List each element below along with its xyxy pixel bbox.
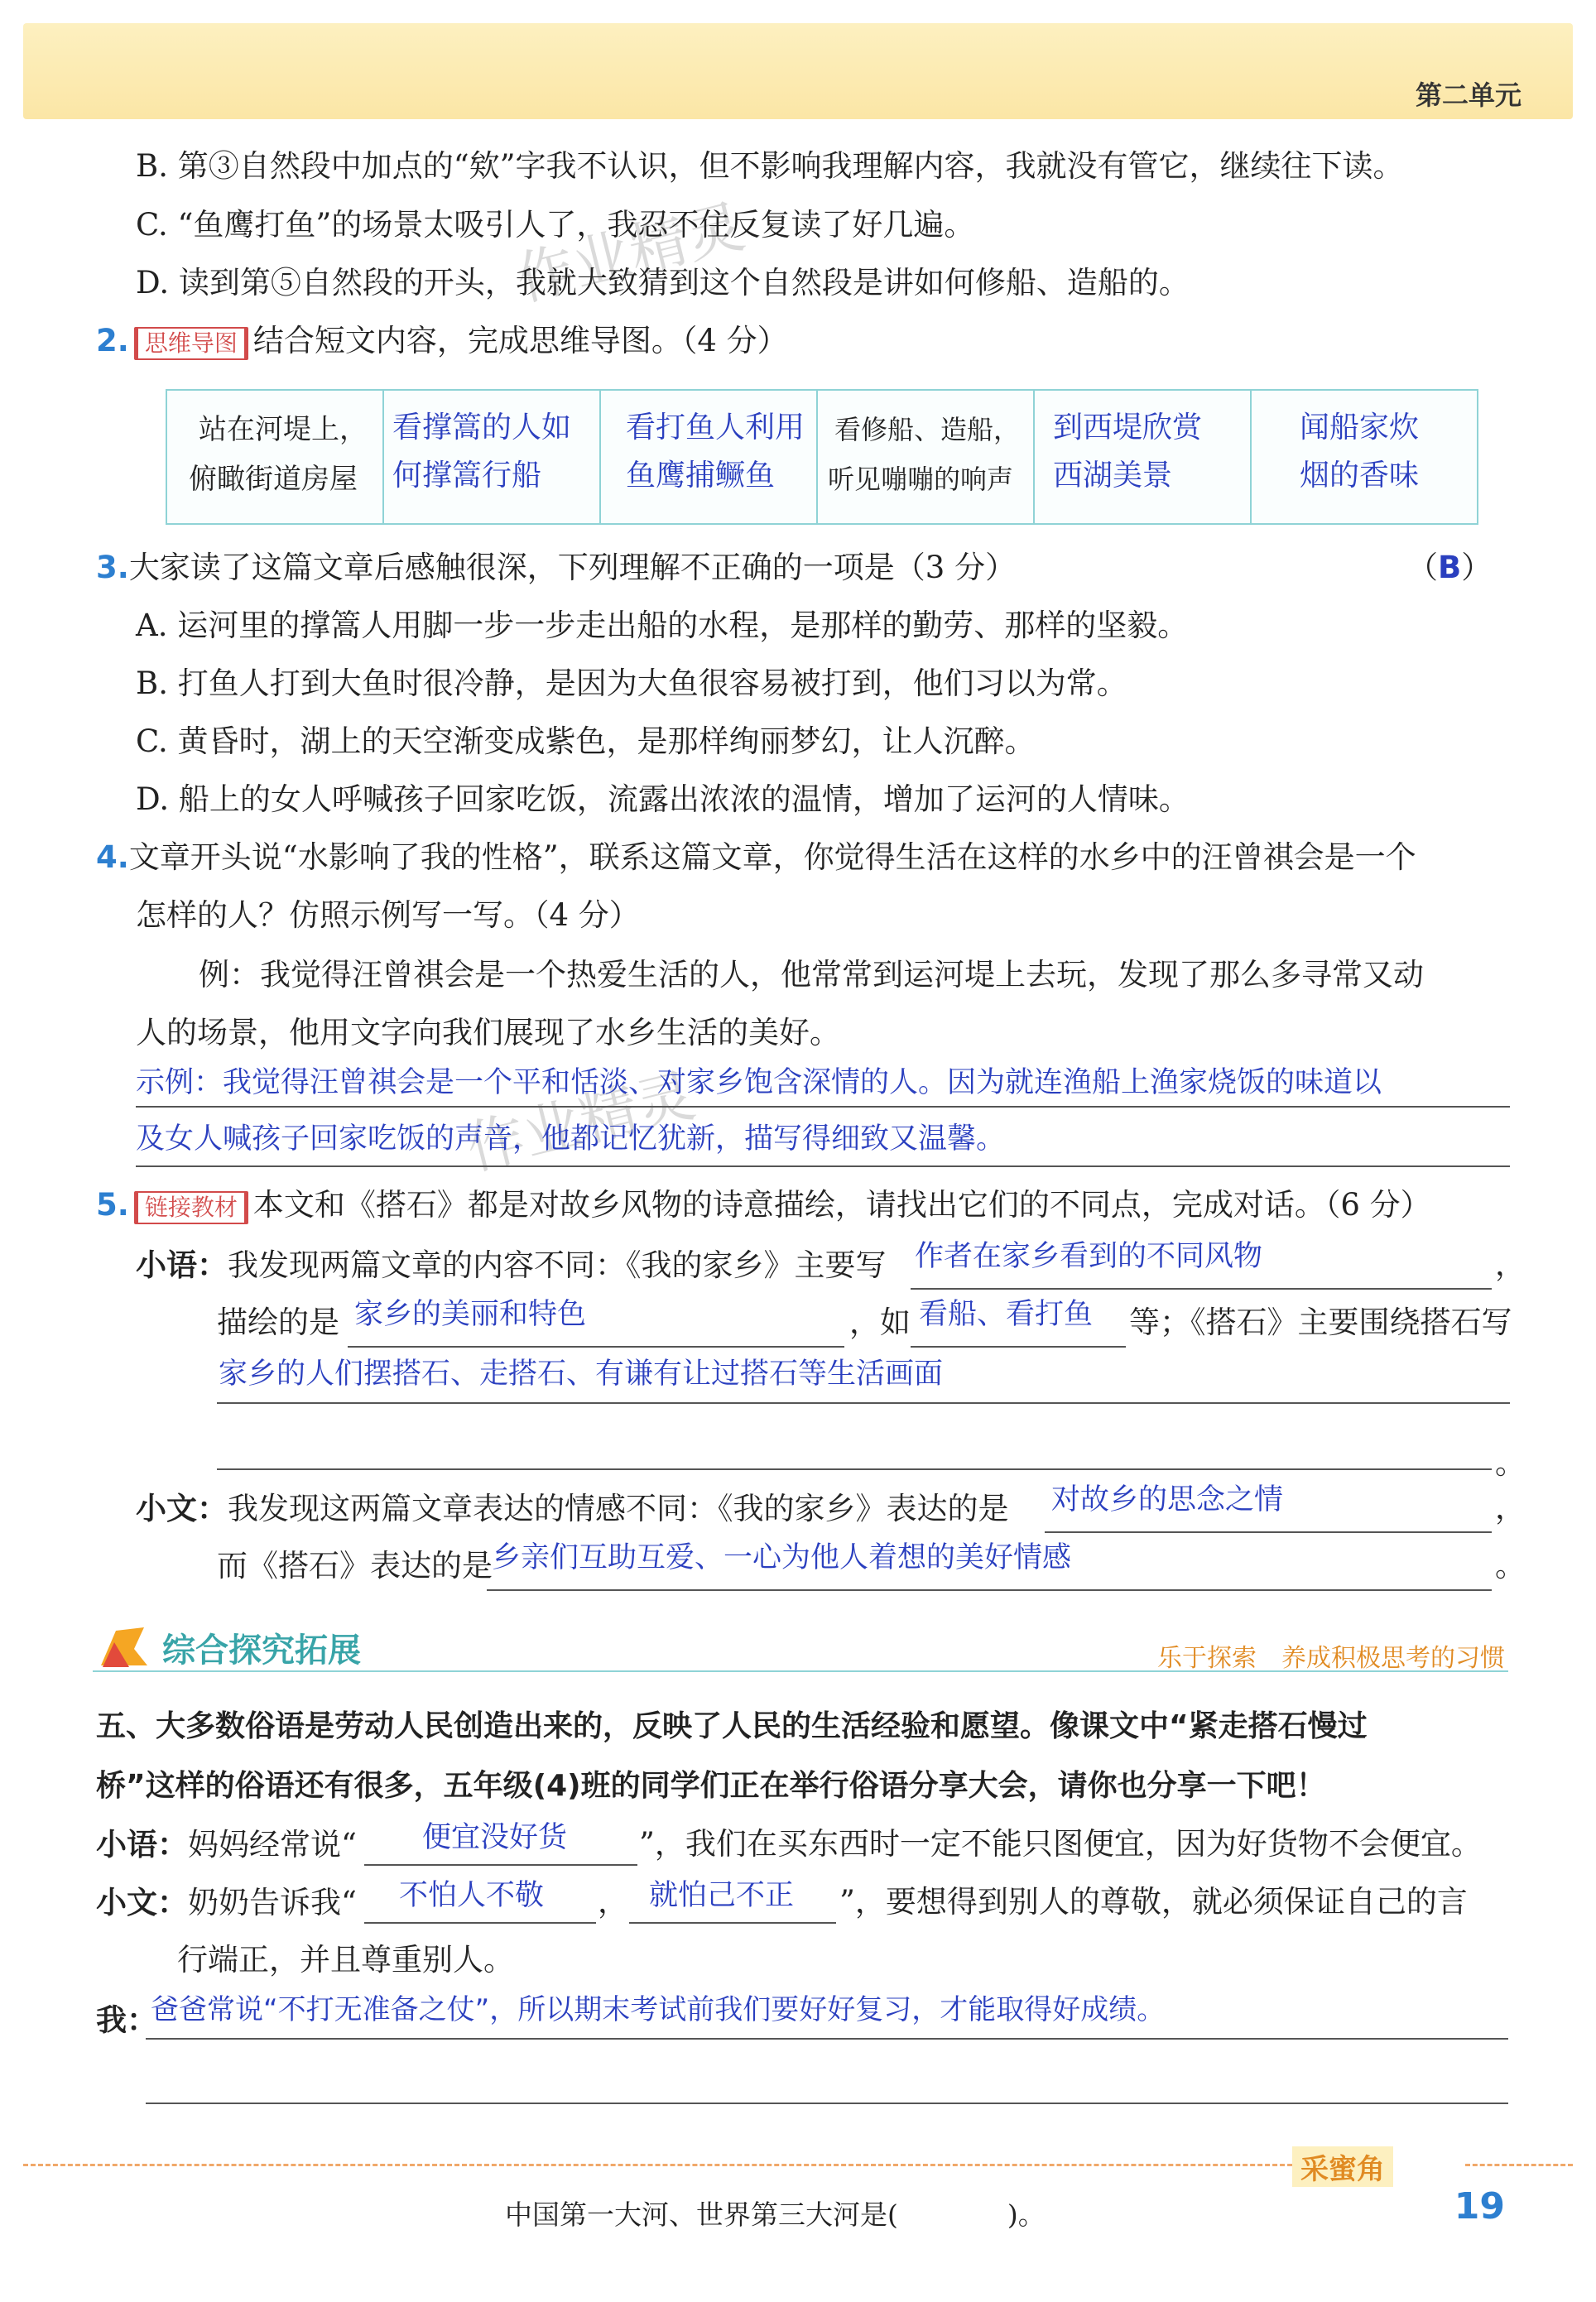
q3-question [96, 546, 1016, 589]
q4-example-2: 人的场景，他用文字向我们展现了水乡生活的美好。 [136, 1015, 840, 1050]
q6-me-answer: 爸爸常说“不打无准备之仗”，所以期末考试前我们要好好复习，才能取得好成绩。 [151, 1993, 1166, 2026]
answer-line [629, 1922, 836, 1924]
q6-xiaowen-answer-1: 不怕人不敬 [399, 1879, 545, 1912]
answer-line [217, 1468, 1492, 1470]
q2-text: 结合短文内容，完成思维导图。（4 分） [252, 323, 788, 358]
footer-brand: 采蜜角 [1292, 2146, 1393, 2187]
q1-option-d: D. 读到第⑤自然段的开头，我就大致猜到这个自然段是讲如何修船、造船的。 [136, 265, 1190, 300]
q6-xiaoyu: 小语：妈妈经常说“ [96, 1826, 357, 1862]
q4-example-1: 例：我觉得汪曾祺会是一个热爱生活的人，他常常到运河堤上去玩，发现了那么多寻常又动 [199, 957, 1424, 992]
q5-xiaowen-answer-1: 对故乡的思念之情 [1051, 1483, 1284, 1516]
answer-line [1045, 1531, 1492, 1533]
mindmap-answer-2a: 看撑篙的人如 [392, 411, 572, 445]
q5-xiaoyu-line1: 小语：我发现两篇文章的内容不同：《我的家乡》主要写 [136, 1247, 887, 1283]
q1-option-b: B. 第③自然段中加点的“欸”字我不认识，但不影响我理解内容，我就没有管它，继续往下读。 [136, 148, 1404, 184]
q5-xiaowen-answer-2: 乡亲们互助互爱、一心为他人着想的美好情感 [492, 1541, 1072, 1574]
speaker-xiaowen: 小文： [136, 1490, 228, 1526]
speaker-xiaowen: 小文： [96, 1884, 188, 1920]
unit-title: 第二单元 [1415, 79, 1521, 111]
q3-answer: B [1438, 550, 1462, 585]
q4-answer-line-2 [136, 1165, 1510, 1167]
q3-answer-paren: （B） [1407, 550, 1493, 585]
answer-line [911, 1288, 1492, 1290]
q5-xiaowen-line2: 而《搭石》表达的是 [217, 1548, 493, 1584]
mindmap-answer-6a: 闻船家炊 [1300, 411, 1420, 445]
answer-line [146, 2038, 1508, 2040]
answer-line [487, 1589, 1492, 1591]
q5-xiaoyu-line2a: 描绘的是 [217, 1305, 339, 1340]
q6-xiaowen-line2: 行端正，并且尊重别人。 [177, 1942, 514, 1978]
q4-answer-1: 示例：我觉得汪曾祺会是一个平和恬淡、对家乡饱含深情的人。因为就连渔船上渔家烧饭的味道以 [136, 1066, 1382, 1099]
q3-number: 3. [96, 550, 129, 585]
mindmap-answer-5b: 西湖美景 [1053, 459, 1173, 493]
mindmap-answer-3b: 鱼鹰捕鳜鱼 [626, 459, 776, 493]
answer-line [146, 2103, 1508, 2104]
answer-line [364, 1922, 596, 1924]
q5-xiaoyu-answer-1: 作者在家乡看到的不同风物 [915, 1240, 1263, 1273]
q4-answer-line-1 [136, 1106, 1510, 1108]
mindmap-answer-5a: 到西堤欣赏 [1053, 411, 1203, 445]
q6-xiaowen: 小文：奶奶告诉我“ [96, 1884, 357, 1920]
q3-text: 大家读了这篇文章后感触很深，下列理解不正确的一项是（3 分） [128, 550, 1017, 585]
answer-line [217, 1402, 1510, 1404]
q5-number: 5. [96, 1187, 129, 1223]
q3-option-d: D. 船上的女人呼喊孩子回家吃饭，流露出浓浓的温情，增加了运河的人情味。 [136, 781, 1190, 817]
q5-question [96, 1184, 1431, 1227]
q3-option-a: A. 运河里的撑篙人用脚一步一步走出船的水程，是那样的勤劳、那样的坚毅。 [136, 608, 1189, 643]
page-number: 19 [1454, 2185, 1505, 2228]
q5-xiaoyu-answer-2: 家乡的美丽和特色 [354, 1298, 587, 1331]
speaker-me: 我： [96, 2002, 157, 2038]
q4-question [96, 836, 1416, 879]
mindmap-text-4a: 看修船、造船， [834, 414, 1021, 445]
q4-text1: 文章开头说“水影响了我的性格”，联系这篇文章，你觉得生活在这样的水乡中的汪曾祺会是一个 [128, 839, 1416, 875]
q6-xiaoyu-answer: 便宜没好货 [422, 1821, 568, 1854]
header-band [23, 23, 1573, 119]
q5-xiaoyu-answer-3: 看船、看打鱼 [919, 1298, 1094, 1331]
q2-question [96, 320, 788, 363]
mindmap-answer-6b: 烟的香味 [1300, 459, 1420, 493]
mindmap-answer-3a: 看打鱼人利用 [626, 411, 805, 445]
q6-xiaowen-answer-2: 就怕己不正 [649, 1879, 795, 1912]
speaker-xiaoyu: 小语： [96, 1826, 188, 1862]
speaker-xiaoyu: 小语： [136, 1247, 228, 1283]
mindmap-text-1b: 俯瞰街道房屋 [189, 463, 358, 496]
q5-text: 本文和《搭石》都是对故乡风物的诗意描绘，请找出它们的不同点，完成对话。（6 分） [252, 1187, 1431, 1223]
answer-line [348, 1346, 844, 1348]
q4-number: 4. [96, 839, 129, 875]
section-title: 综合探究拓展 [162, 1632, 361, 1670]
q2-tag: 思维导图 [134, 327, 248, 360]
q2-number: 2. [96, 323, 129, 358]
watermark: 作业精灵 [509, 192, 752, 315]
q4-answer-2: 及女人喊孩子回家吃饭的声音，他都记忆犹新，描写得细致又温馨。 [136, 1122, 1006, 1156]
q4-text2: 怎样的人？仿照示例写一写。（4 分） [136, 897, 640, 933]
section-icon [96, 1624, 151, 1672]
mindmap-text-1a: 站在河堤上， [199, 413, 368, 446]
q5-xiaowen-line1: 小文：我发现这两篇文章表达的情感不同：《我的家乡》表达的是 [136, 1490, 1009, 1526]
mindmap-answer-2b: 何撑篙行船 [392, 459, 542, 493]
mindmap-text-4b: 听见嘣嘣的响声 [828, 464, 1014, 495]
q3-option-c: C. 黄昏时，湖上的天空渐变成紫色，是那样绚丽梦幻，让人沉醉。 [136, 723, 1036, 759]
q5-xiaoyu-answer-4: 家乡的人们摆搭石、走搭石、有谦有让过搭石等生活画面 [219, 1358, 944, 1391]
section-subtitle: 乐于探索 养成积极思考的习惯 [1157, 1644, 1505, 1673]
watermark: 作业精灵 [459, 1061, 702, 1184]
q5-tag: 链接教材 [134, 1191, 248, 1224]
answer-line [364, 1864, 637, 1866]
answer-line [911, 1346, 1126, 1348]
footer-divider [1465, 2164, 1573, 2166]
q3-option-b: B. 打鱼人打到大鱼时很冷静，是因为大鱼很容易被打到，他们习以为常。 [136, 666, 1127, 701]
footer-fact: 中国第一大河、世界第三大河是( )。 [505, 2199, 1046, 2231]
q1-option-c: C. “鱼鹰打鱼”的场景太吸引人了，我忍不住反复读了好几遍。 [136, 207, 975, 243]
footer-divider [23, 2164, 1315, 2166]
q6-text-1: 五、大多数俗语是劳动人民创造出来的，反映了人民的生活经验和愿望。像课文中“紧走搭石慢过 [96, 1709, 1368, 1743]
q6-text-2: 桥”这样的俗语还有很多，五年级(4)班的同学们正在举行俗语分享大会，请你也分享一下吧！ [96, 1769, 1326, 1803]
